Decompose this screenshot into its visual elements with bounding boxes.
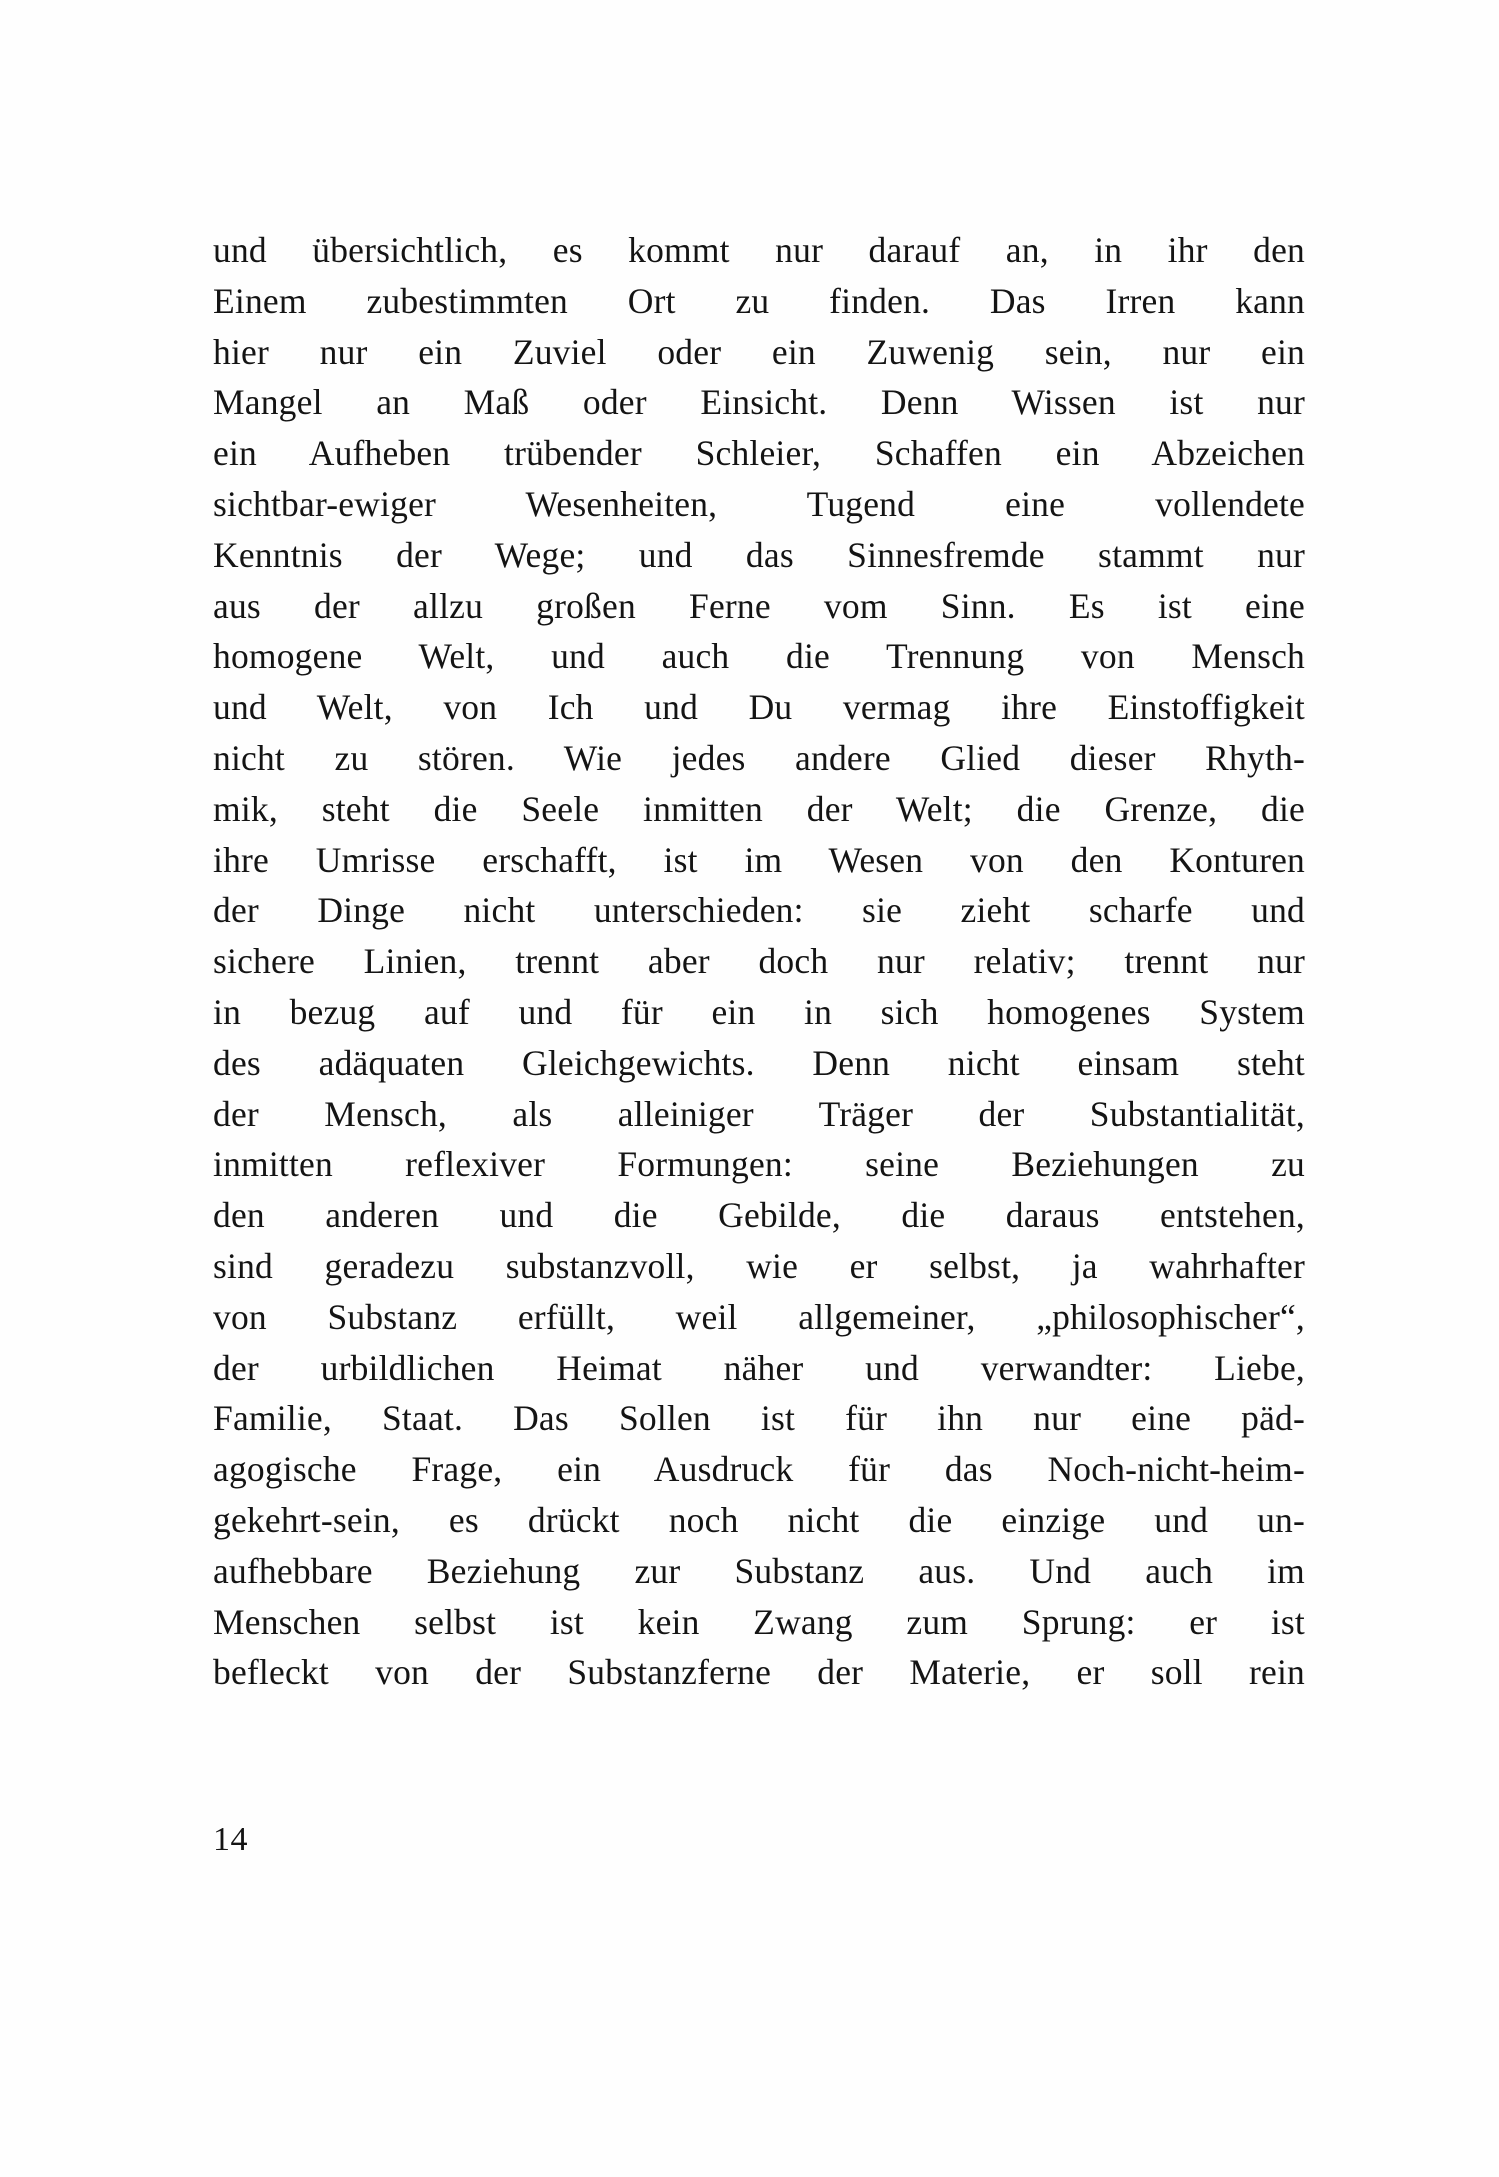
text-line: Menschen selbst ist kein Zwang zum Sprung: er ist (213, 1601, 1305, 1642)
page-number: 14 (213, 1821, 248, 1858)
body-text (213, 225, 1305, 1698)
text-line: hier nur ein Zuviel oder ein Zuwenig sein, nur ein (213, 331, 1305, 372)
text-line: agogische Frage, ein Ausdruck für das Noch-nicht-heim- (213, 1449, 1305, 1490)
text-line: ihre Umrisse erschafft, ist im Wesen von den Konturen (213, 839, 1305, 880)
text-line: aus der allzu großen Ferne vom Sinn. Es ist eine (213, 585, 1305, 626)
text-line: in bezug auf und für ein in sich homogenes System (213, 991, 1305, 1032)
text-line: und übersichtlich, es kommt nur darauf an, in ihr den (213, 230, 1305, 270)
text-line: nicht zu stören. Wie jedes andere Glied dieser Rhyth- (213, 737, 1305, 778)
text-line: und Welt, von Ich und Du vermag ihre Einstoffigkeit (213, 687, 1305, 728)
text-line: sichtbar-ewiger Wesenheiten, Tugend eine vollendete (213, 483, 1305, 524)
text-line: der Dinge nicht unterschieden: sie zieht scharfe und (213, 890, 1305, 931)
text-line: des adäquaten Gleichgewichts. Denn nicht einsam steht (213, 1042, 1305, 1083)
text-line: von Substanz erfüllt, weil allgemeiner, „philosophischer“, (213, 1296, 1305, 1337)
text-line: gekehrt-sein, es drückt noch nicht die einzige und un- (213, 1499, 1305, 1540)
text-line: Kenntnis der Wege; und das Sinnesfremde stammt nur (213, 534, 1305, 575)
text-line: mik, steht die Seele inmitten der Welt; die Grenze, die (213, 788, 1305, 829)
text-line: sind geradezu substanzvoll, wie er selbst, ja wahrhafter (213, 1245, 1305, 1286)
text-line: Mangel an Maß oder Einsicht. Denn Wissen ist nur (213, 382, 1305, 423)
text-line: den anderen und die Gebilde, die daraus entstehen, (213, 1195, 1305, 1236)
text-line: Familie, Staat. Das Sollen ist für ihn nur eine päd- (213, 1398, 1305, 1439)
text-line: sichere Linien, trennt aber doch nur relativ; trennt nur (213, 941, 1305, 982)
text-line: der urbildlichen Heimat näher und verwandter: Liebe, (213, 1347, 1305, 1388)
text-line: der Mensch, als alleiniger Träger der Substantialität, (213, 1093, 1305, 1134)
text-line: aufhebbare Beziehung zur Substanz aus. Und auch im (213, 1550, 1305, 1591)
text-line: homogene Welt, und auch die Trennung von Mensch (213, 636, 1305, 677)
text-line: Einem zubestimmten Ort zu finden. Das Irren kann (213, 280, 1305, 321)
text-line: ein Aufheben trübender Schleier, Schaffen ein Abzeichen (213, 433, 1305, 474)
text-line: inmitten reflexiver Formungen: seine Beziehungen zu (213, 1144, 1305, 1185)
text-line: befleckt von der Substanzferne der Materie, er soll rein (213, 1652, 1305, 1693)
